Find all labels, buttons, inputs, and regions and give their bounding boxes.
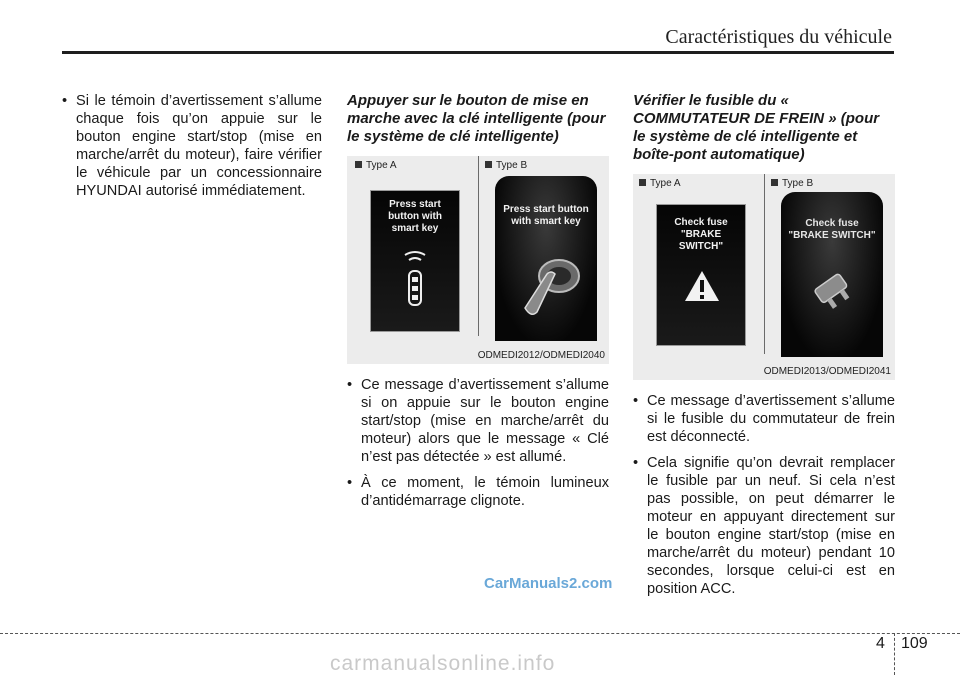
figure-label-type-b: Type B bbox=[485, 160, 527, 171]
screen-message: Press start button with smart key bbox=[388, 199, 442, 234]
display-screen-type-a bbox=[656, 204, 746, 346]
figure-label-type-a: Type A bbox=[355, 160, 397, 171]
watermark-link[interactable]: CarManuals2.com bbox=[484, 575, 613, 592]
display-screen-type-b bbox=[781, 192, 883, 357]
bullet-item: • Ce message d’avertissement s’allume si le fusible du commutateur de frein est déconnecté. bbox=[633, 392, 895, 446]
bullet-item: • Cela signifie qu’on devrait remplacer le fusible par un neuf. Si cela n’est pas possible, on peut démarrer le moteur en appuyant directement sur le bouton engine start/stop (mise en marche/arrêt du moteur) pendant 10 secondes, lorsque celui-ci est en position ACC. bbox=[633, 454, 895, 598]
footer-separator bbox=[894, 633, 895, 675]
header-rule bbox=[62, 51, 894, 54]
column-2 bbox=[347, 92, 609, 518]
warning-triangle-icon bbox=[683, 269, 721, 303]
figure-label-type-a: Type A bbox=[639, 178, 681, 189]
bullet-item: • Si le témoin d’avertissement s’allume chaque fois qu’on appuie sur le bouton engine start/stop (mise en marche/arrêt du moteur), faire vérifier le véhicule par un concessionnaire HYUNDAI autorisé immédiatement. bbox=[62, 92, 322, 200]
figure-divider bbox=[478, 156, 479, 336]
figure-brake-switch bbox=[633, 174, 895, 380]
section-title-smart-key: Appuyer sur le bouton de mise en marche avec la clé intelligente (pour le système de clé intelligente) bbox=[347, 92, 606, 145]
column-3 bbox=[633, 92, 895, 606]
column-1 bbox=[62, 92, 322, 208]
footer-rule bbox=[0, 633, 960, 634]
fuse-icon bbox=[811, 270, 853, 310]
figure-code: ODMEDI2013/ODMEDI2041 bbox=[763, 366, 891, 377]
figure-code: ODMEDI2012/ODMEDI2040 bbox=[477, 350, 605, 361]
smart-key-icon bbox=[507, 250, 587, 320]
bottom-watermark: carmanualsonline.info bbox=[330, 652, 556, 675]
display-screen-type-b bbox=[495, 176, 597, 341]
section-title-brake-switch: Vérifier le fusible du « COMMUTATEUR DE FREIN » (pour le système de clé intelligente et boîte-pont automatique) bbox=[633, 92, 880, 163]
figure-label-type-b: Type B bbox=[771, 178, 813, 189]
chapter-number: 4 bbox=[876, 635, 885, 652]
smart-key-icon bbox=[399, 249, 431, 311]
display-screen-type-a bbox=[370, 190, 460, 332]
screen-message: Press start button with smart key bbox=[503, 204, 589, 227]
screen-message: Check fuse "BRAKE SWITCH" bbox=[674, 217, 728, 252]
bullet-item: • Ce message d’avertissement s’allume si on appuie sur le bouton engine start/stop (mise en marche/arrêt du moteur) alors que le message « Clé n’est pas détectée » est allumé. bbox=[347, 376, 609, 466]
header-title: Caractéristiques du véhicule bbox=[665, 26, 892, 48]
page-number: 109 bbox=[901, 635, 928, 652]
screen-message: Check fuse "BRAKE SWITCH" bbox=[788, 218, 876, 241]
figure-smart-key bbox=[347, 156, 609, 364]
figure-divider bbox=[764, 174, 765, 354]
bullet-item: • À ce moment, le témoin lumineux d’antidémarrage clignote. bbox=[347, 474, 609, 510]
